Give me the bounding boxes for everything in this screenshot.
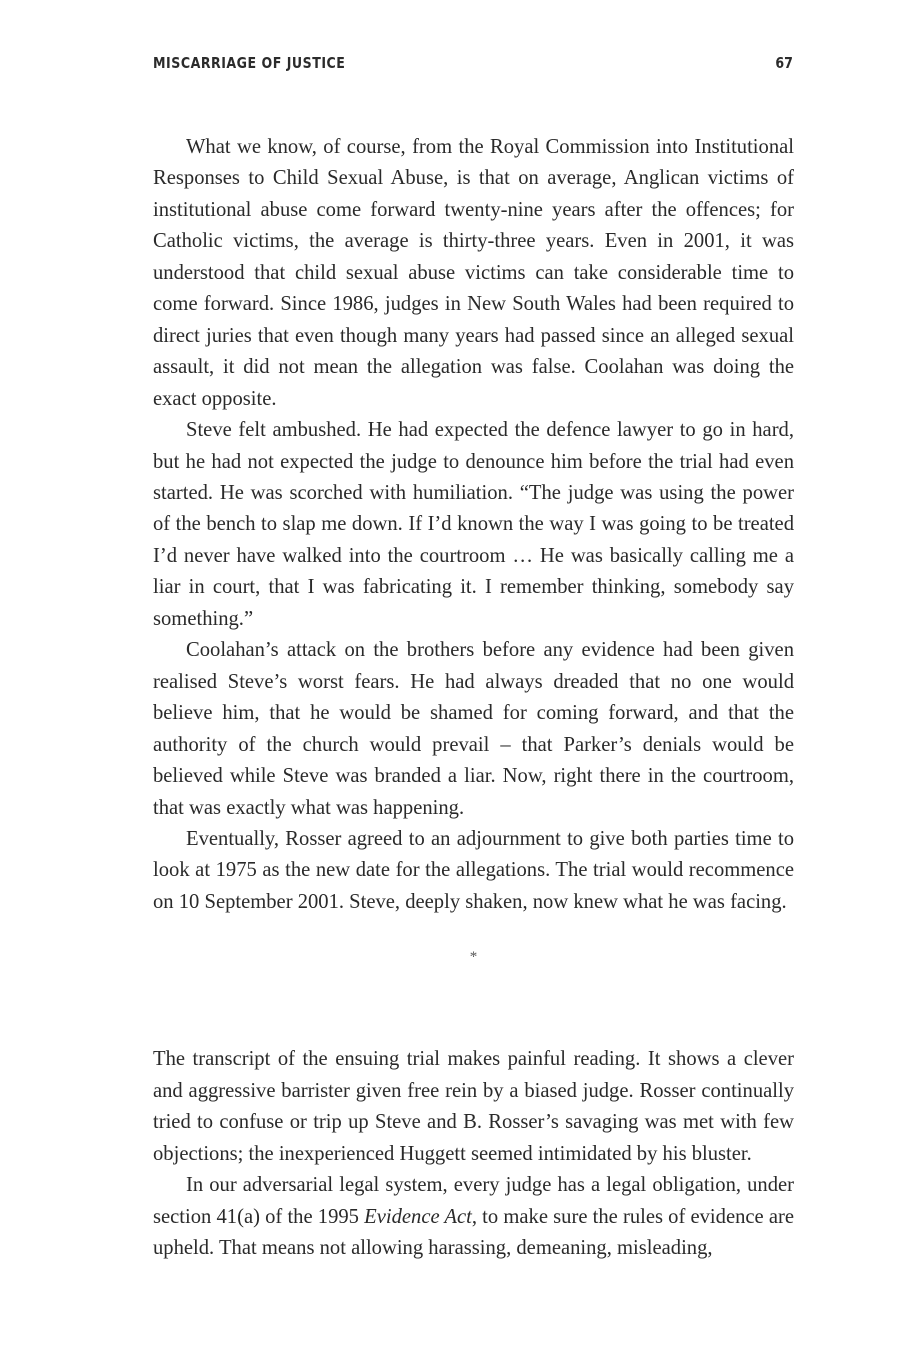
running-title: MISCARRIAGE OF JUSTICE xyxy=(153,54,346,72)
paragraph: Coolahan’s attack on the brothers before any evidence had been given realised Steve’s worst fears. He had always dreaded that no one would believe him, that he would be shamed for coming forward, and that the authority of the church would prevail – that Parker’s denials would be believed while Steve was branded a liar. Now, right there in the courtroom, that was exactly what was happening. xyxy=(153,639,794,819)
paragraph-final xyxy=(153,1170,794,1264)
paragraph-text: , to make sure the rules of evidence are upheld. That means not allowing harassing, demeaning, misleading, xyxy=(153,1205,794,1260)
paragraph: Steve felt ambushed. He had expected the defence lawyer to go in hard, but he had not expected the judge to denounce him before the trial had even started. He was scorched with humiliation. “The judge was using the power of the bench to slap me down. If I’d known the way I was going to be treated I’d never have walked into the courtroom … He was basically calling me a liar in court, that I was fabricating it. I remember thinking, somebody say something.” xyxy=(153,419,794,630)
act-title: Evidence Act xyxy=(364,1205,472,1228)
paragraph: The transcript of the ensuing trial makes painful reading. It shows a clever and aggressive barrister given free rein by a biased judge. Rosser continually tried to confuse or trip up Steve and B. Rosser’s savaging was met with few objections; the inexperienced Huggett seemed intimidated by his bluster. xyxy=(153,1048,794,1165)
paragraph: What we know, of course, from the Royal Commission into Institutional Responses to Child Sexual Abuse, is that on average, Anglican victims of institutional abuse come forward twenty-nine years after the offences; for Catholic victims, the average is thirty-three years. Even in 2001, it was understood that child sexual abuse victims can take considerable time to come forward. Since 1986, judges in New South Wales had been required to direct juries that even though many years had passed since an alleged sexual assault, it did not mean the allegation was false. Coolahan was doing the exact opposite. xyxy=(153,136,794,410)
section-break-asterisk: * xyxy=(469,949,478,966)
page-number: 67 xyxy=(775,54,793,72)
body-text xyxy=(153,132,794,1265)
section-break xyxy=(153,918,794,1044)
paragraph: Eventually, Rosser agreed to an adjournment to give both parties time to look at 1975 as the new date for the allegations. The trial would recommence on 10 September 2001. Steve, deeply shaken, now knew what he was facing. xyxy=(153,827,794,913)
paragraph-text: In our adversarial legal system, every judge has a legal obligation, under section 41(a) of the 1995 xyxy=(153,1174,794,1228)
